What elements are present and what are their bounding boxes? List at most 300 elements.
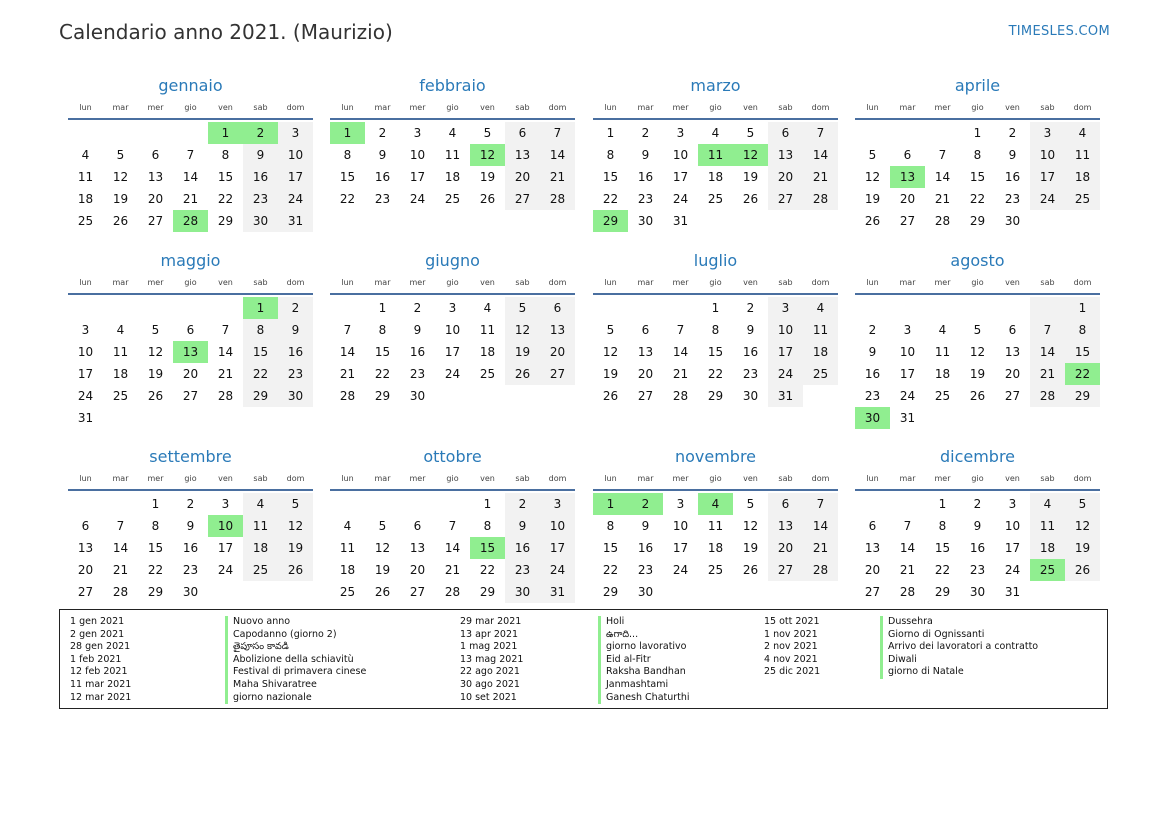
day-cell: 14 — [112, 541, 129, 555]
day-cell: 4 — [116, 323, 125, 337]
day-cell: 23 — [969, 563, 986, 577]
day-cell: 16 — [1004, 170, 1021, 184]
day-cell: 23 — [1004, 192, 1021, 206]
weekday-label: gio — [971, 474, 984, 483]
day-cell: 2 — [413, 301, 422, 315]
day-cell: 2 — [628, 493, 663, 515]
day-cell: 20 — [1004, 367, 1021, 381]
weekday-label: dom — [548, 278, 567, 287]
day-cell: 30 — [1004, 214, 1021, 228]
weekday-label: mer — [147, 103, 164, 112]
weekday-label: ven — [218, 103, 233, 112]
day-cell: 3 — [1030, 122, 1065, 144]
day-cell: 2 — [378, 126, 387, 140]
day-cell: 14 — [803, 515, 838, 537]
day-cell: 5 — [606, 323, 615, 337]
day-cell: 12 — [864, 170, 881, 184]
legend-holiday-name: Nuovo anno — [225, 616, 366, 629]
header-rule — [68, 293, 313, 295]
day-cell: 6 — [151, 148, 160, 162]
day-cell: 3 — [903, 323, 912, 337]
legend-holiday-name: Capodanno (giorno 2) — [225, 629, 366, 642]
day-cell: 22 — [1065, 363, 1100, 385]
weekday-header — [68, 100, 313, 116]
day-cell: 20 — [540, 341, 575, 363]
day-cell: 24 — [444, 367, 461, 381]
month-ottobre — [330, 447, 575, 603]
empty-day-cell — [103, 122, 138, 144]
day-cell: 7 — [1030, 319, 1065, 341]
weekday-label: mer — [147, 278, 164, 287]
day-cell: 30 — [742, 389, 759, 403]
day-cell: 9 — [278, 319, 313, 341]
day-cell: 28 — [803, 559, 838, 581]
weekday-label: ven — [743, 278, 758, 287]
empty-day-cell — [330, 297, 365, 319]
empty-day-cell — [890, 493, 925, 515]
day-cell: 20 — [147, 192, 164, 206]
day-cell: 29 — [217, 214, 234, 228]
day-cell: 9 — [641, 519, 650, 533]
legend-date: 13 apr 2021 — [460, 628, 519, 640]
day-cell: 11 — [479, 323, 496, 337]
empty-day-cell — [663, 297, 698, 319]
day-cell: 14 — [803, 144, 838, 166]
legend-holiday-name: Abolizione della schiavitù — [225, 654, 366, 667]
empty-day-cell — [330, 493, 365, 515]
day-cell: 4 — [698, 493, 733, 515]
day-cell: 19 — [969, 367, 986, 381]
weekday-label: mar — [374, 474, 391, 483]
day-cell: 13 — [768, 144, 803, 166]
day-cell: 31 — [540, 581, 575, 603]
day-cell: 10 — [409, 148, 426, 162]
day-cell: 23 — [243, 188, 278, 210]
weekday-header — [593, 471, 838, 487]
weekday-label: gio — [709, 103, 722, 112]
day-cell: 1 — [483, 497, 492, 511]
day-cell: 6 — [768, 122, 803, 144]
day-cell: 6 — [186, 323, 195, 337]
day-cell: 28 — [1030, 385, 1065, 407]
month-gennaio — [68, 76, 313, 232]
day-cell: 3 — [768, 297, 803, 319]
weekday-label: mar — [899, 103, 916, 112]
day-cell: 21 — [112, 563, 129, 577]
day-cell: 23 — [505, 559, 540, 581]
day-cell: 25 — [77, 214, 94, 228]
empty-day-cell — [890, 297, 925, 319]
weekday-label: dom — [548, 474, 567, 483]
day-cell: 7 — [803, 122, 838, 144]
day-cell: 31 — [77, 411, 94, 425]
day-cell: 9 — [868, 345, 877, 359]
day-grid — [68, 493, 313, 603]
weekday-label: mer — [672, 474, 689, 483]
day-cell: 18 — [339, 563, 356, 577]
legend-date: 2 gen 2021 — [70, 628, 125, 640]
day-cell: 22 — [339, 192, 356, 206]
legend-date: 12 feb 2021 — [70, 666, 128, 678]
day-grid — [330, 122, 575, 210]
day-cell: 27 — [899, 214, 916, 228]
day-cell: 26 — [505, 363, 540, 385]
day-cell: 21 — [1030, 363, 1065, 385]
day-cell: 23 — [374, 192, 391, 206]
empty-day-cell — [138, 297, 173, 319]
legend-holiday-name: giorno nazionale — [225, 692, 366, 705]
day-cell: 4 — [483, 301, 492, 315]
day-cell: 30 — [505, 581, 540, 603]
day-cell: 25 — [803, 363, 838, 385]
weekday-header — [855, 275, 1100, 291]
month-name: agosto — [950, 251, 1005, 270]
day-cell: 2 — [243, 122, 278, 144]
month-novembre — [593, 447, 838, 603]
day-grid — [855, 493, 1100, 603]
day-cell: 13 — [890, 166, 925, 188]
legend-holiday-name: ఉగాది... — [598, 629, 690, 642]
day-cell: 27 — [768, 188, 803, 210]
day-cell: 22 — [374, 367, 391, 381]
month-name: aprile — [954, 76, 1001, 95]
day-cell: 7 — [803, 493, 838, 515]
day-cell: 9 — [378, 148, 387, 162]
day-cell: 29 — [593, 210, 628, 232]
day-cell: 28 — [672, 389, 689, 403]
day-cell: 30 — [278, 385, 313, 407]
day-cell: 19 — [147, 367, 164, 381]
day-cell: 14 — [540, 144, 575, 166]
day-cell: 12 — [1065, 515, 1100, 537]
day-cell: 2 — [641, 126, 650, 140]
day-cell: 22 — [243, 363, 278, 385]
day-cell: 11 — [698, 144, 733, 166]
day-cell: 19 — [602, 367, 619, 381]
day-cell: 11 — [77, 170, 94, 184]
day-cell: 12 — [742, 519, 759, 533]
month-luglio — [593, 251, 838, 407]
day-grid — [68, 297, 313, 429]
day-cell: 27 — [147, 214, 164, 228]
weekday-label: sab — [515, 278, 530, 287]
legend-dates-col1 — [70, 616, 131, 704]
weekday-label: ven — [480, 103, 495, 112]
day-cell: 18 — [112, 367, 129, 381]
header-rule — [593, 489, 838, 491]
legend-date: 28 gen 2021 — [70, 641, 131, 653]
weekday-label: sab — [778, 278, 793, 287]
legend-holiday-name: Dussehra — [880, 616, 1038, 629]
weekday-label: mer — [147, 474, 164, 483]
weekday-label: sab — [515, 103, 530, 112]
month-name: maggio — [160, 251, 221, 270]
weekday-label: lun — [341, 103, 354, 112]
weekday-label: dom — [548, 103, 567, 112]
day-cell: 26 — [602, 389, 619, 403]
day-cell: 3 — [540, 493, 575, 515]
weekday-label: ven — [743, 103, 758, 112]
empty-day-cell — [925, 297, 960, 319]
weekday-label: mar — [112, 474, 129, 483]
day-cell: 26 — [147, 389, 164, 403]
day-cell: 20 — [77, 563, 94, 577]
weekday-label: mar — [374, 278, 391, 287]
empty-day-cell — [925, 122, 960, 144]
day-cell: 19 — [479, 170, 496, 184]
day-cell: 3 — [81, 323, 90, 337]
header-rule — [330, 489, 575, 491]
weekday-label: mar — [112, 278, 129, 287]
day-cell: 5 — [151, 323, 160, 337]
day-cell: 25 — [707, 563, 724, 577]
day-cell: 27 — [540, 363, 575, 385]
day-cell: 5 — [746, 497, 755, 511]
day-cell: 15 — [470, 537, 505, 559]
day-cell: 10 — [672, 519, 689, 533]
month-agosto — [855, 251, 1100, 429]
day-cell: 21 — [182, 192, 199, 206]
day-cell: 4 — [1030, 493, 1065, 515]
weekday-label: mer — [409, 103, 426, 112]
weekday-label: lun — [604, 103, 617, 112]
day-cell: 23 — [742, 367, 759, 381]
day-cell: 16 — [182, 541, 199, 555]
day-cell: 22 — [602, 192, 619, 206]
day-cell: 24 — [409, 192, 426, 206]
legend-holiday-name: Giorno di Ognissanti — [880, 629, 1038, 642]
day-cell: 17 — [540, 537, 575, 559]
day-cell: 20 — [505, 166, 540, 188]
empty-day-cell — [365, 493, 400, 515]
day-cell: 30 — [969, 585, 986, 599]
day-cell: 8 — [243, 319, 278, 341]
day-cell: 3 — [221, 497, 230, 511]
day-cell: 3 — [413, 126, 422, 140]
weekday-label: gio — [971, 103, 984, 112]
legend-date: 2 nov 2021 — [764, 641, 818, 653]
empty-day-cell — [1030, 297, 1065, 319]
day-cell: 13 — [77, 541, 94, 555]
empty-day-cell — [593, 297, 628, 319]
day-cell: 6 — [505, 122, 540, 144]
day-cell: 25 — [934, 389, 951, 403]
day-cell: 6 — [540, 297, 575, 319]
day-cell: 5 — [278, 493, 313, 515]
day-cell: 8 — [606, 519, 615, 533]
month-name: gennaio — [158, 76, 223, 95]
day-cell: 25 — [1030, 559, 1065, 581]
legend-holiday-name: Raksha Bandhan — [598, 666, 690, 679]
day-cell: 27 — [505, 188, 540, 210]
day-cell: 10 — [540, 515, 575, 537]
day-cell: 11 — [1065, 144, 1100, 166]
weekday-label: sab — [778, 474, 793, 483]
day-cell: 14 — [182, 170, 199, 184]
legend-holiday-name: తైపూసం కావడి — [225, 641, 366, 654]
day-cell: 17 — [409, 170, 426, 184]
month-name: dicembre — [939, 447, 1016, 466]
day-cell: 7 — [343, 323, 352, 337]
day-cell: 29 — [969, 214, 986, 228]
weekday-label: mer — [934, 278, 951, 287]
day-cell: 17 — [768, 341, 803, 363]
weekday-label: lun — [866, 278, 879, 287]
day-cell: 7 — [221, 323, 230, 337]
weekday-label: lun — [79, 103, 92, 112]
day-cell: 2 — [186, 497, 195, 511]
empty-day-cell — [435, 493, 470, 515]
weekday-label: lun — [341, 474, 354, 483]
day-cell: 18 — [77, 192, 94, 206]
empty-day-cell — [103, 493, 138, 515]
legend-date: 11 mar 2021 — [70, 678, 132, 690]
day-cell: 15 — [217, 170, 234, 184]
day-cell: 16 — [243, 166, 278, 188]
day-cell: 7 — [186, 148, 195, 162]
day-grid — [68, 122, 313, 232]
day-cell: 12 — [147, 345, 164, 359]
day-cell: 18 — [1030, 537, 1065, 559]
legend-holiday-name: Eid al-Fitr — [598, 654, 690, 667]
weekday-label: ven — [1005, 103, 1020, 112]
day-cell: 17 — [77, 367, 94, 381]
weekday-label: gio — [184, 103, 197, 112]
weekday-label: lun — [79, 474, 92, 483]
day-cell: 4 — [711, 126, 720, 140]
weekday-header — [68, 471, 313, 487]
day-cell: 20 — [864, 563, 881, 577]
day-cell: 19 — [278, 537, 313, 559]
weekday-label: dom — [811, 474, 830, 483]
day-cell: 15 — [969, 170, 986, 184]
day-cell: 18 — [444, 170, 461, 184]
legend-date: 30 ago 2021 — [460, 678, 520, 690]
weekday-label: gio — [709, 474, 722, 483]
empty-day-cell — [173, 122, 208, 144]
weekday-header — [593, 100, 838, 116]
weekday-header — [855, 471, 1100, 487]
day-cell: 28 — [444, 585, 461, 599]
weekday-label: ven — [1005, 278, 1020, 287]
day-cell: 25 — [339, 585, 356, 599]
legend-holiday-name: Festival di primavera cinese — [225, 666, 366, 679]
day-cell: 21 — [540, 166, 575, 188]
day-cell: 4 — [243, 493, 278, 515]
day-cell: 25 — [1065, 188, 1100, 210]
weekday-label: ven — [480, 474, 495, 483]
day-cell: 15 — [602, 541, 619, 555]
day-cell: 27 — [1004, 389, 1021, 403]
weekday-label: dom — [1073, 474, 1092, 483]
day-cell: 13 — [147, 170, 164, 184]
day-cell: 26 — [374, 585, 391, 599]
empty-day-cell — [400, 493, 435, 515]
day-cell: 2 — [505, 493, 540, 515]
day-cell: 16 — [278, 341, 313, 363]
day-cell: 20 — [182, 367, 199, 381]
weekday-label: gio — [446, 103, 459, 112]
day-cell: 3 — [278, 122, 313, 144]
day-cell: 21 — [672, 367, 689, 381]
day-cell: 29 — [479, 585, 496, 599]
day-cell: 4 — [938, 323, 947, 337]
empty-day-cell — [855, 122, 890, 144]
day-cell: 14 — [672, 345, 689, 359]
day-cell: 3 — [448, 301, 457, 315]
day-cell: 11 — [243, 515, 278, 537]
day-cell: 27 — [182, 389, 199, 403]
day-cell: 1 — [208, 122, 243, 144]
day-cell: 15 — [339, 170, 356, 184]
day-cell: 19 — [374, 563, 391, 577]
day-cell: 6 — [81, 519, 90, 533]
day-cell: 10 — [672, 148, 689, 162]
day-cell: 28 — [899, 585, 916, 599]
day-cell: 11 — [934, 345, 951, 359]
weekday-label: mer — [409, 474, 426, 483]
day-cell: 26 — [969, 389, 986, 403]
day-cell: 3 — [1008, 497, 1017, 511]
day-cell: 25 — [444, 192, 461, 206]
day-cell: 8 — [973, 148, 982, 162]
day-cell: 1 — [593, 493, 628, 515]
weekday-label: lun — [604, 474, 617, 483]
weekday-label: mar — [374, 103, 391, 112]
day-cell: 3 — [676, 497, 685, 511]
day-cell: 20 — [409, 563, 426, 577]
weekday-label: mer — [672, 278, 689, 287]
weekday-label: mer — [409, 278, 426, 287]
weekday-label: gio — [446, 278, 459, 287]
day-cell: 13 — [864, 541, 881, 555]
legend-date: 1 mag 2021 — [460, 641, 518, 653]
weekday-label: gio — [184, 278, 197, 287]
legend-dates-col2 — [460, 616, 523, 704]
day-cell: 27 — [409, 585, 426, 599]
day-cell: 12 — [374, 541, 391, 555]
day-cell: 9 — [973, 519, 982, 533]
weekday-label: gio — [446, 474, 459, 483]
day-cell: 1 — [938, 497, 947, 511]
day-cell: 21 — [217, 367, 234, 381]
day-cell: 28 — [217, 389, 234, 403]
day-cell: 13 — [1004, 345, 1021, 359]
legend-names-col1 — [225, 616, 366, 704]
weekday-header — [330, 471, 575, 487]
weekday-label: mar — [112, 103, 129, 112]
day-cell: 23 — [637, 563, 654, 577]
day-cell: 18 — [934, 367, 951, 381]
brand-link[interactable]: TIMESLES.COM — [1008, 24, 1110, 39]
day-cell: 24 — [1030, 188, 1065, 210]
weekday-label: lun — [79, 278, 92, 287]
day-cell: 24 — [768, 363, 803, 385]
day-cell: 9 — [413, 323, 422, 337]
weekday-label: sab — [253, 474, 268, 483]
weekday-label: gio — [971, 278, 984, 287]
day-cell: 10 — [444, 323, 461, 337]
day-cell: 5 — [116, 148, 125, 162]
weekday-label: ven — [480, 278, 495, 287]
day-cell: 14 — [217, 345, 234, 359]
weekday-label: sab — [515, 474, 530, 483]
empty-day-cell — [68, 297, 103, 319]
weekday-label: dom — [286, 474, 305, 483]
legend-date: 4 nov 2021 — [764, 653, 818, 665]
day-cell: 1 — [378, 301, 387, 315]
day-cell: 17 — [672, 170, 689, 184]
